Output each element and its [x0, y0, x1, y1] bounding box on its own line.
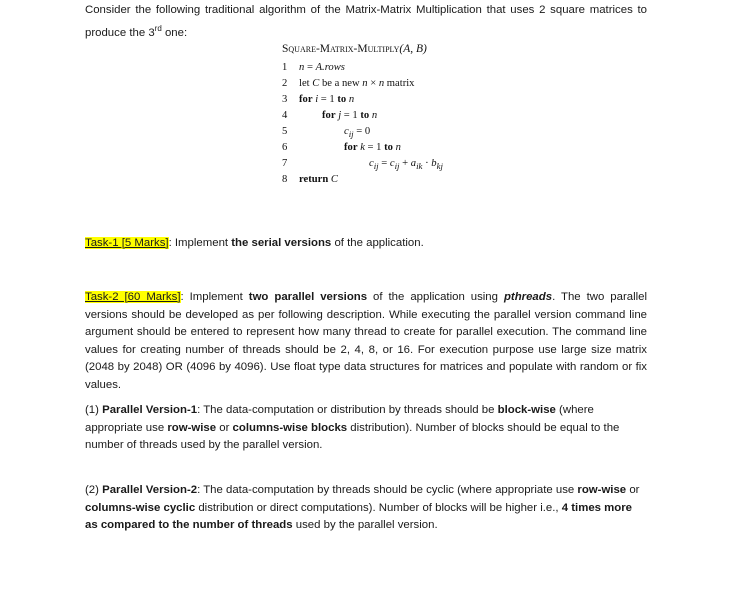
version2-bold-1: row-wise — [577, 484, 627, 496]
version2-paragraph — [85, 482, 645, 535]
task1-bold: the serial versions — [231, 237, 332, 249]
task1-label: Task-1 [5 Marks] — [85, 237, 169, 249]
task2-label: Task-2 [60 Marks] — [85, 291, 181, 303]
version2-text-1: : The data-computation by threads should be cyclic (where appropriate use — [197, 484, 578, 496]
intro-paragraph — [85, 2, 647, 42]
algorithm-params: (A, B) — [399, 43, 427, 55]
algorithm-line-code: $c_{ij} = 0$ — [344, 126, 371, 140]
task2-bold-pthreads: pthreads — [503, 291, 553, 303]
task2-text-2: of the application using — [367, 291, 504, 303]
task2-text: : Implement — [180, 291, 249, 303]
intro-text: Consider the following traditional algorithm of the Matrix-Matrix Multiplication that uses 2 square matrices to produce the 3 — [85, 4, 647, 39]
algorithm-line-code: let C be a new n × n matrix — [299, 78, 415, 89]
task1-text: : Implement — [168, 237, 232, 249]
task2-bold-versions: two parallel versions — [248, 291, 368, 303]
algorithm-line-number: 2 — [282, 78, 288, 89]
version2-prefix: (2) — [85, 484, 103, 496]
version2-bold-3: 4 times more as compared to the number of threads — [85, 501, 633, 532]
intro-text-end: one: — [161, 26, 188, 39]
algorithm-line-number: 8 — [282, 174, 288, 185]
algorithm-line-number: 3 — [282, 94, 288, 105]
version1-paragraph — [85, 402, 645, 455]
version1-bold-3: columns-wise blocks — [232, 421, 348, 434]
algorithm-line-number: 4 — [282, 110, 288, 121]
task2-paragraph — [85, 289, 647, 395]
version2-text-2: or — [626, 484, 640, 496]
algorithm-line-code: return C — [299, 174, 338, 185]
version1-text-3: or — [216, 421, 233, 434]
algorithm-name: Square-Matrix-Multiply — [282, 43, 400, 55]
algorithm-line-code: for j = 1 to n — [322, 110, 378, 121]
version1-bold-1: block-wise — [497, 404, 556, 416]
algorithm-line-number: 6 — [282, 142, 288, 153]
task1-paragraph — [85, 235, 647, 253]
version1-title: Parallel Version-1 — [102, 404, 198, 416]
algorithm-line-number: 7 — [282, 158, 288, 169]
version1-prefix: (1) — [85, 404, 103, 416]
algorithm-line-code: for i = 1 to n — [299, 94, 355, 105]
algorithm-line-code: for k = 1 to n — [344, 142, 401, 153]
algorithm-title — [282, 43, 427, 55]
version1-text-1: : The data-computation or distribution by threads should be — [197, 404, 498, 416]
algorithm-line-code: $c_{ij} = c_{ij} + a_{ik} \cdot b_{kj}$ — [369, 158, 443, 172]
version1-bold-2: row-wise — [167, 421, 217, 434]
algorithm-line-number: 1 — [282, 62, 288, 73]
algorithm-line-number: 5 — [282, 126, 288, 137]
version2-title: Parallel Version-2 — [102, 484, 198, 496]
version2-text-4: used by the parallel version. — [292, 519, 438, 532]
version1-text-2: (where appropriate use — [85, 404, 594, 434]
algorithm-line-code: n = A.rows — [299, 62, 345, 73]
version2-bold-2: columns-wise cyclic — [85, 501, 196, 514]
task2-text-3: . The two parallel versions should be developed as per following description. While executing the parallel version command line argument should be entered to represent how many thread to create for parallel execution. The command line values for creating number of threads should be 2, 4, 8, or 16. For execution purpose use large size matrix (2048 by 2048) OR (4096 by 4096). Use float type data structures for matrices and populate with random or fix values. — [85, 291, 648, 391]
version1-text-4: distribution). Number of blocks should be equal to the number of threads used by the parallel version. — [85, 421, 620, 452]
version2-text-3: distribution or direct computations). Number of blocks will be higher i.e., — [195, 501, 562, 514]
intro-superscript: rd — [154, 23, 162, 33]
task1-text-end: of the application. — [331, 237, 424, 249]
